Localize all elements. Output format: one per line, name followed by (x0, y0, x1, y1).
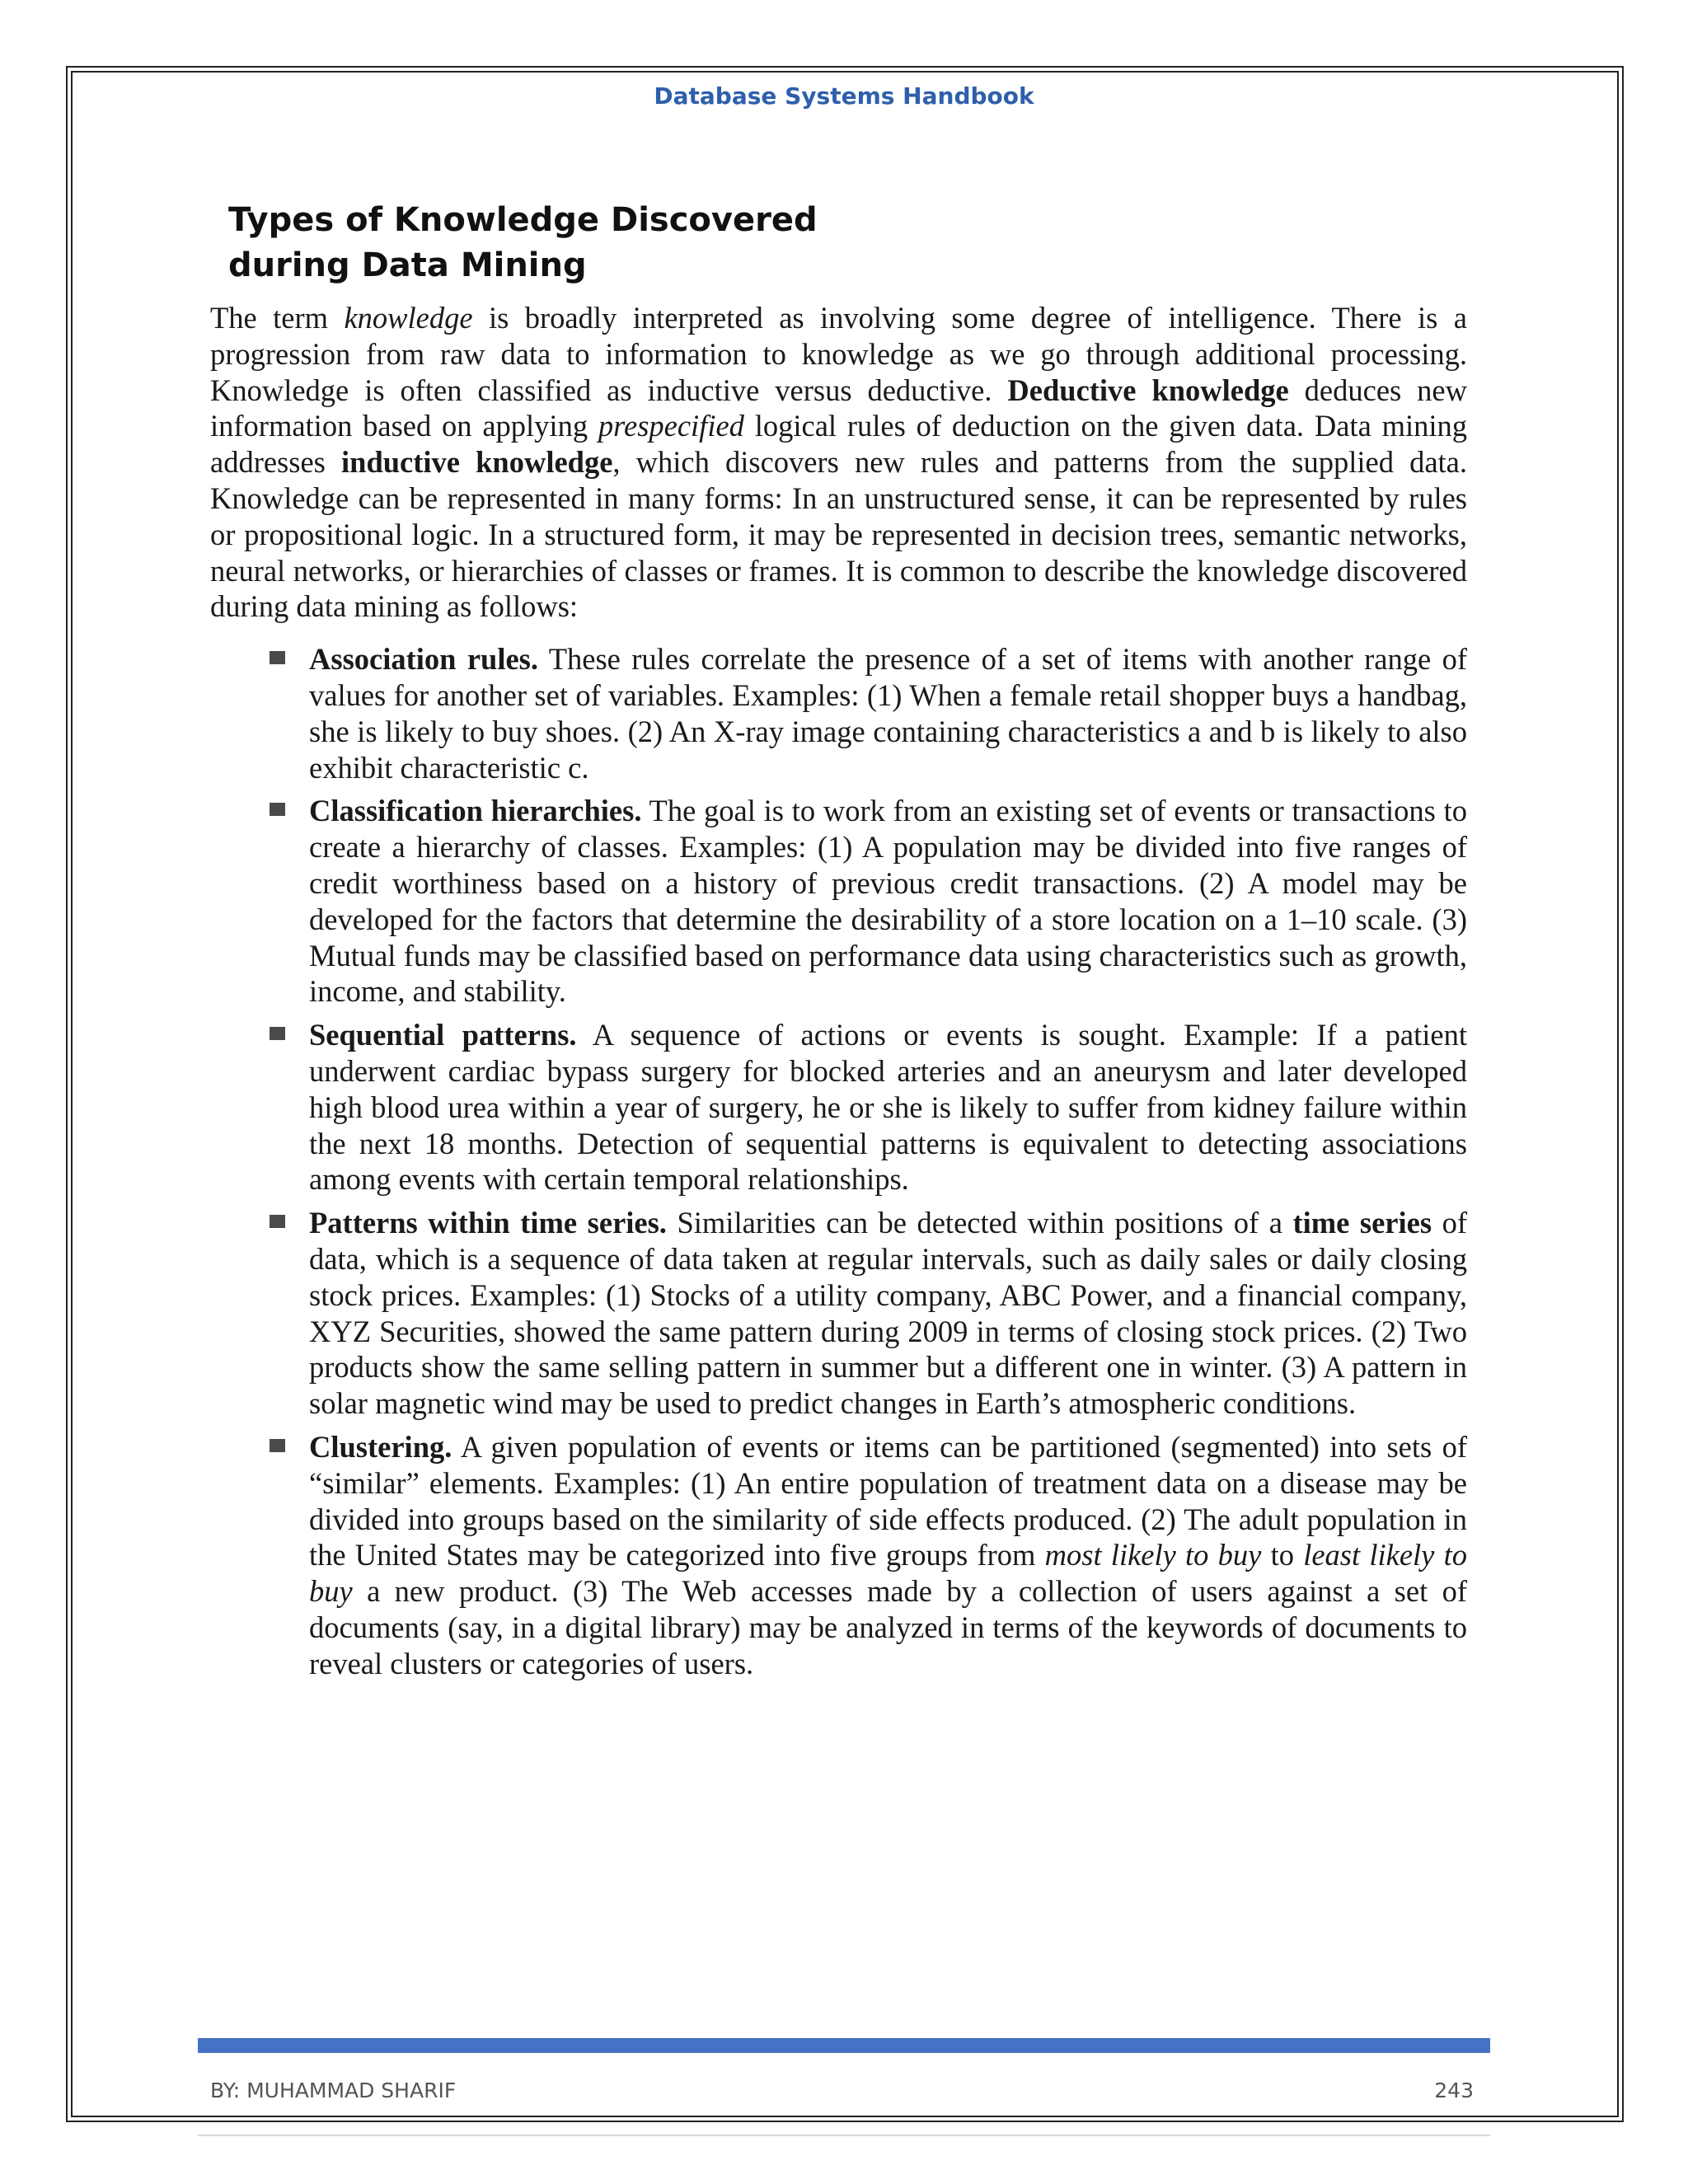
list-item-bold-inline: time series (1292, 1206, 1432, 1240)
knowledge-types-list (202, 641, 1467, 1681)
square-bullet-icon (270, 1215, 285, 1228)
list-item-text: These rules correlate the presence of a set of items with another range of values for another set of variables. Examples: (1) When a female retail shopper buys a handbag, she is likely to buy shoes. (2) An X-ray image containing characteristics a and b is likely to also exhibit characteristic c. (309, 642, 1467, 785)
intro-italic-prespecified: prespecified (598, 409, 744, 443)
section-heading-line2: during Data Mining (228, 246, 587, 284)
list-item-title: Clustering. (309, 1429, 452, 1464)
list-item-classification-hierarchies (202, 793, 1467, 1010)
footer-accent-bar (198, 2038, 1490, 2053)
list-item-time-series-patterns (202, 1205, 1467, 1422)
bottom-divider (198, 2135, 1490, 2136)
intro-italic-knowledge: knowledge (344, 301, 473, 335)
intro-bold-inductive: inductive knowledge (341, 445, 613, 480)
list-item-text: A sequence of actions or events is sought. Example: If a patient underwent cardiac bypass surgery for blocked arteries and an aneurysm and later developed high blood urea within a year of surgery, he or she is likely to suffer from kidney failure within the next 18 months. Detection of sequential patterns is equivalent to detecting associations among events with certain temporal relationships. (309, 1018, 1467, 1197)
list-item-title: Association rules. (309, 642, 538, 677)
intro-text-2: is broadly interpreted as involving some degree of intelligence. There is a progression from raw data to information to knowledge as we go through additional processing. Knowledge is often classified as inductive versus deductive. (210, 301, 1467, 407)
running-header-title: Database Systems Handbook (654, 82, 1034, 110)
list-item-sequential-patterns (202, 1017, 1467, 1197)
intro-paragraph (202, 300, 1467, 625)
intro-text-1: The term (210, 301, 345, 335)
list-item-clustering (202, 1429, 1467, 1682)
list-item-text: The goal is to work from an existing set of events or transactions to create a hierarchy of classes. Examples: (1) A population may be divided into five ranges of credit worthiness based on a history of previous credit transactions. (2) A model may be developed for the factors that determine the desirability of a store location on a 1–10 scale. (3) Mutual funds may be classified based on performance data using characteristics such as growth, income, and stability. (309, 794, 1467, 1009)
list-item-italic: least likely to buy (309, 1538, 1467, 1609)
list-item-text: Similarities can be detected within positions of a (666, 1206, 1293, 1240)
square-bullet-icon (270, 1027, 285, 1040)
list-item-title: Sequential patterns. (309, 1018, 577, 1052)
section-heading (228, 198, 970, 288)
intro-bold-deductive: Deductive knowledge (1007, 373, 1289, 407)
list-item-title: Patterns within time series. (309, 1206, 667, 1240)
list-item-text: to (1261, 1538, 1304, 1572)
list-item-text: of data, which is a sequence of data taken at regular intervals, such as daily sales or daily closing stock prices. Examples: (1) Stocks of a utility company, ABC Power, and a financial company, XYZ Securities, showed the same pattern during 2009 in terms of closing stock prices. (2) Two products show the same selling pattern in summer but a different one in winter. (3) A pattern in solar magnetic wind may be used to predict changes in Earth’s atmospheric conditions. (309, 1206, 1467, 1421)
square-bullet-icon (270, 1439, 285, 1452)
main-content (202, 198, 1467, 1689)
section-heading-line1: Types of Knowledge Discovered (228, 201, 818, 239)
list-item-text: a new product. (3) The Web accesses made by a collection of users against a set of documents (say, in a digital library) may be analyzed in terms of the keywords of documents to reveal clusters or categories of users. (309, 1574, 1467, 1680)
intro-text-5: , which discovers new rules and patterns from the supplied data. Knowledge can be represented in many forms: In an unstructured sense, it can be represented by rules or propositional logic. In a structured form, it may be represented in decision trees, semantic networks, neural networks, or hierarchies of classes or frames. It is common to describe the knowledge discovered during data mining as follows: (210, 445, 1467, 624)
footer-author: BY: MUHAMMAD SHARIF (210, 2079, 457, 2102)
list-item-italic: most likely to buy (1044, 1538, 1262, 1572)
intro-text-3: deduces new information based on applying (210, 373, 1467, 443)
list-item-text: A given population of events or items can be partitioned (segmented) into sets of “similar” elements. Examples: (1) An entire population of treatment data on a disease may be divided into groups based on the similarity of side effects produced. (2) The adult population in the United States may be categorized into five groups from (309, 1429, 1467, 1572)
list-item-title: Classification hierarchies. (309, 794, 642, 828)
list-item-association-rules (202, 641, 1467, 785)
square-bullet-icon (270, 803, 285, 816)
intro-text-4: logical rules of deduction on the given data. Data mining addresses (210, 409, 1467, 480)
square-bullet-icon (270, 651, 285, 664)
page-number: 243 (1434, 2079, 1474, 2102)
